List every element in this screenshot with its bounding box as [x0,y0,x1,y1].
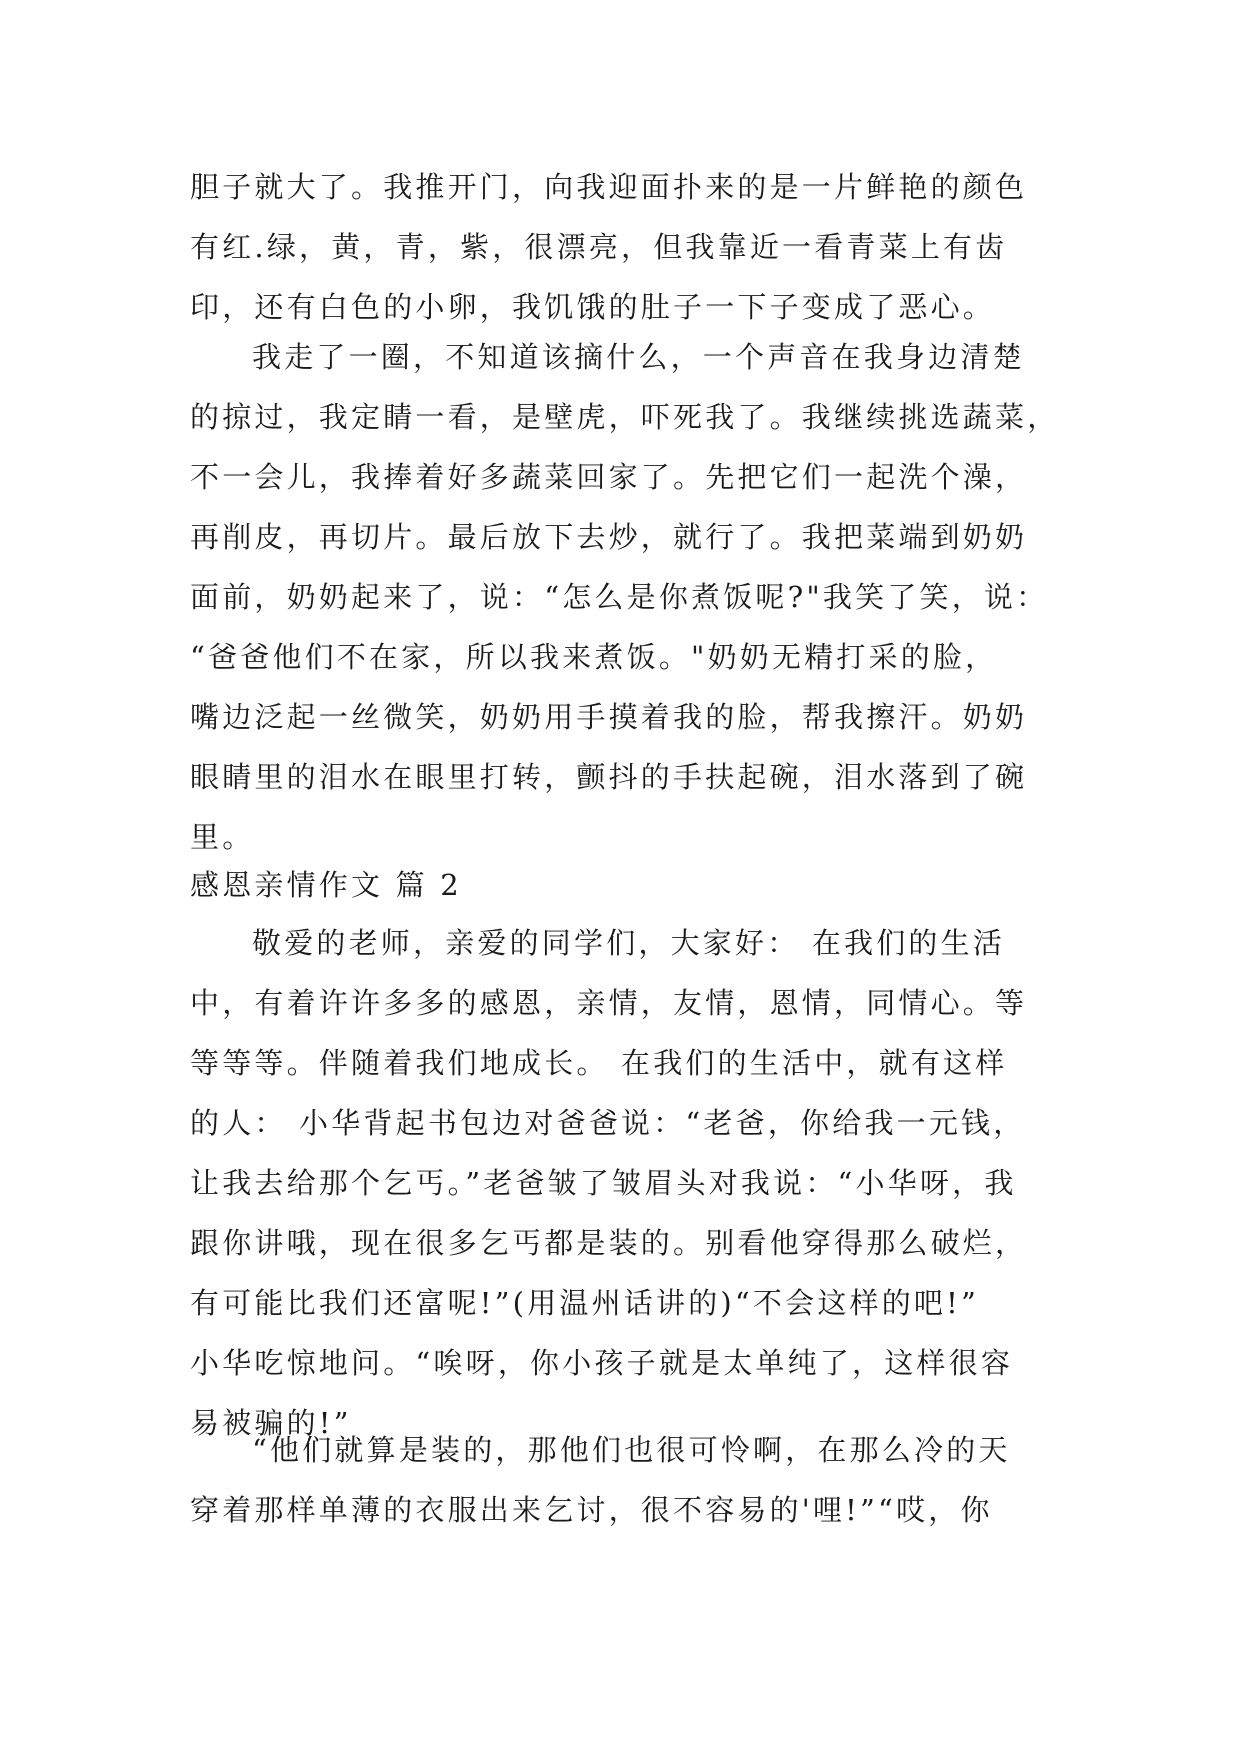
paragraph-line: 里。 [190,820,255,854]
paragraph-line: 让我去给那个乞丐。”老爸皱了皱眉头对我说：“小华呀，我 [190,1166,1017,1200]
paragraph-line: 等等等。伴随着我们地成长。 在我们的生活中，就有这样 [190,1046,1008,1080]
paragraph-line: 的掠过，我定睛一看，是壁虎，吓死我了。我继续挑选蔬菜， [190,400,1060,434]
paragraph-line: “爸爸他们不在家，所以我来煮饭。"奶奶无精打采的脸， [190,640,998,674]
paragraph-line: 易被骗的!” [190,1406,352,1440]
paragraph-line: 嘴边泛起一丝微笑，奶奶用手摸着我的脸，帮我擦汗。奶奶 [190,700,1028,734]
paragraph-line: 穿着那样单薄的衣服出来乞讨，很不容易的'哩!”“哎，你 [190,1493,993,1527]
paragraph-line: “他们就算是装的，那他们也很可怜啊，在那么冷的天 [252,1433,1011,1467]
paragraph-line: 印，还有白色的小卵，我饥饿的肚子一下子变成了恶心。 [190,290,996,324]
paragraph-line: 中，有着许许多多的感恩，亲情，友情，恩情，同情心。等 [190,986,1028,1020]
paragraph-line: 我走了一圈，不知道该摘什么，一个声音在我身边清楚 [252,340,1025,374]
paragraph-line: 跟你讲哦，现在很多乞丐都是装的。别看他穿得那么破烂， [190,1226,1028,1260]
paragraph-line: 的人： 小华背起书包边对爸爸说：“老爸，你给我一元钱， [190,1106,1026,1140]
paragraph-line: 再削皮，再切片。最后放下去炒，就行了。我把菜端到奶奶 [190,520,1028,554]
paragraph-line: 面前，奶奶起来了，说：“怎么是你煮饭呢?"我笑了笑，说： [190,580,1049,614]
paragraph-3 [190,913,1090,1453]
paragraph-2 [190,327,1090,867]
paragraph-line: 不一会儿，我捧着好多蔬菜回家了。先把它们一起洗个澡， [190,460,1028,494]
paragraph-line: 胆子就大了。我推开门，向我迎面扑来的是一片鲜艳的颜色 [190,170,1028,204]
paragraph-line: 有红.绿，黄，青，紫，很漂亮，但我靠近一看青菜上有齿 [190,230,1008,264]
paragraph-line: 敬爱的老师，亲爱的同学们，大家好： 在我们的生活 [252,926,1006,960]
paragraph-1 [190,157,1090,337]
section-heading: 感恩亲情作文 篇 2 [190,868,462,902]
paragraph-line: 小华吃惊地问。“唉呀，你小孩子就是太单纯了，这样很容 [190,1346,1014,1380]
paragraph-line: 有可能比我们还富呢!”(用温州话讲的)“不会这样的吧!” [190,1286,980,1320]
paragraph-line: 眼睛里的泪水在眼里打转，颤抖的手扶起碗，泪水落到了碗 [190,760,1028,794]
paragraph-4 [190,1420,1090,1540]
